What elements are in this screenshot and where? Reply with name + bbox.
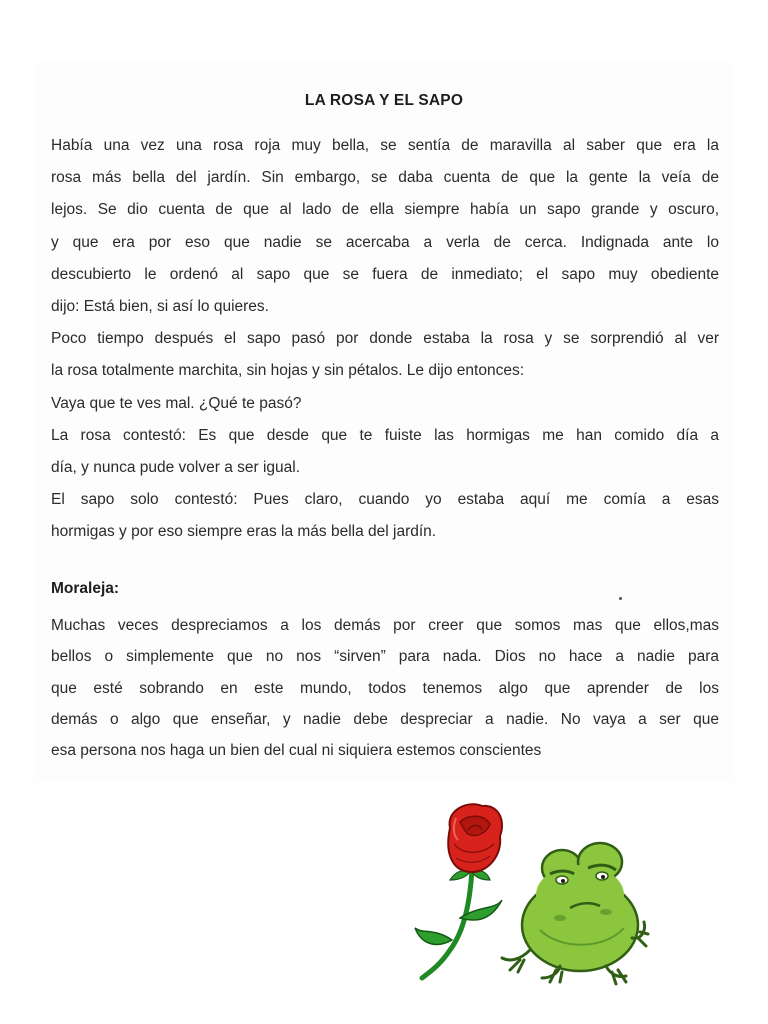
story-body <box>51 130 719 548</box>
illustration <box>410 800 650 990</box>
story-line: la rosa totalmente marchita, sin hojas y sin pétalos. Le dijo entonces: <box>51 362 525 380</box>
story-line: Poco tiempo después el sapo pasó por donde estaba la rosa y se sorprendió al ver <box>51 330 719 348</box>
story-line: dijo: Está bien, si así lo quieres. <box>51 297 269 315</box>
moral-line: Muchas veces despreciamos a los demás por creer que somos mas que ellos,mas <box>51 617 719 634</box>
scan-speck <box>619 597 622 600</box>
moral-line: esa persona nos haga un bien del cual ni siquiera estemos conscientes <box>51 742 542 760</box>
story-line: lejos. Se dio cuenta de que al lado de ella siempre había un sapo grande y oscuro, <box>51 201 719 219</box>
story-line: El sapo solo contestó: Pues claro, cuando yo estaba aquí me comía a esas <box>51 491 719 509</box>
story-line: La rosa contestó: Es que desde que te fuiste las hormigas me han comido día a <box>51 426 719 444</box>
moral-line: bellos o simplemente que no nos “sirven” para nada. Dios no hace a nadie para <box>51 648 719 666</box>
story-line: y que era por eso que nadie se acercaba a verla de cerca. Indignada ante lo <box>51 233 719 251</box>
red-rose-icon <box>415 804 502 978</box>
story-line: rosa más bella del jardín. Sin embargo, se daba cuenta de que la gente la veía de <box>51 169 719 187</box>
green-frog-icon <box>502 843 648 984</box>
story-line: Vaya que te ves mal. ¿Qué te pasó? <box>51 394 302 412</box>
moral-line: que esté sobrando en este mundo, todos tenemos algo que aprender de los <box>51 679 719 697</box>
moral-body <box>51 610 719 766</box>
story-line: Había una vez una rosa roja muy bella, se sentía de maravilla al saber que era la <box>51 137 719 154</box>
story-line: día, y nunca pude volver a ser igual. <box>51 458 301 476</box>
story-line: descubierto le ordenó al sapo que se fuera de inmediato; el sapo muy obediente <box>51 265 719 283</box>
moral-line: demás o algo que enseñar, y nadie debe despreciar a nadie. No vaya a ser que <box>51 710 719 728</box>
story-line: hormigas y por eso siempre eras la más bella del jardín. <box>51 523 437 541</box>
moral-heading: Moraleja: <box>51 580 120 597</box>
story-title: LA ROSA Y EL SAPO <box>304 92 464 109</box>
